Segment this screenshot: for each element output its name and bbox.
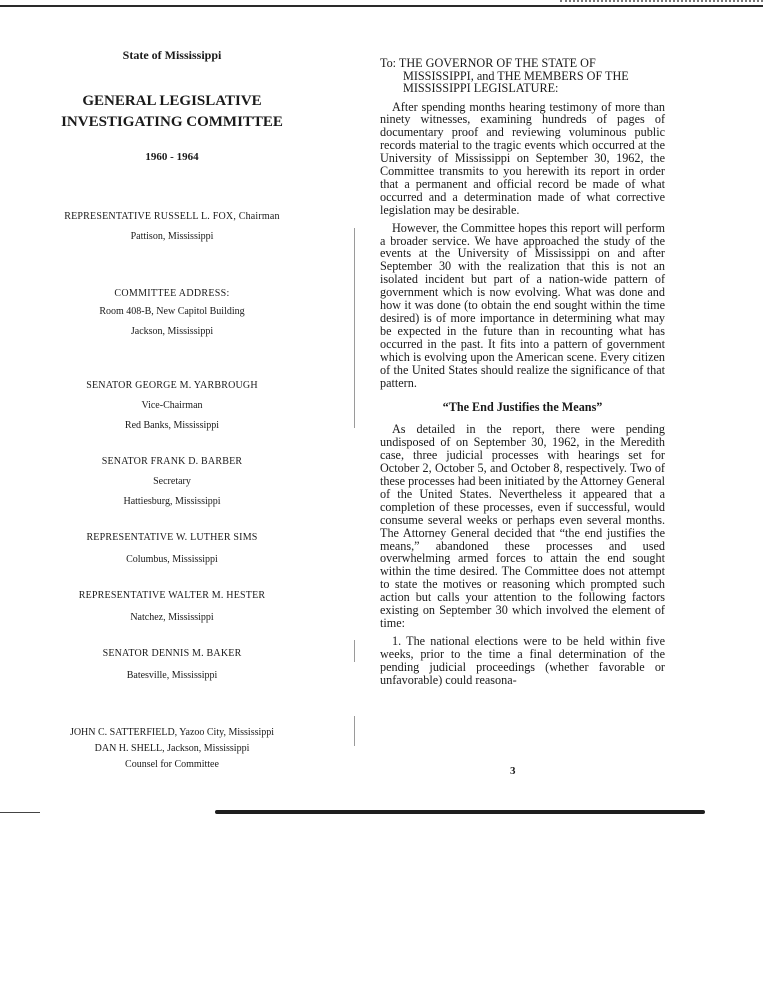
- paragraph: As detailed in the report, there were pending undisposed of on September 30, 1962, in the Meredith case, three judicial processes with hearings set for October 2, October 5, and October 8, respectively. Two of these processes had been initiated by the Attorney General of the United States. Nevertheless it appeared that a completion of these processes, even if successful, would consume several weeks or perhaps even several months. The Attorney General decided that “the end justifies the means,” abandoned these processes and used overwhelming armed forces to attain the end sought within the time desired. The Committee does not attempt to state the motives or reasoning which prompted such action but calls your attention to the following factors existing on September 30 which involved the element of time:: [380, 422, 665, 630]
- scan-edge-bottom-left: [0, 812, 40, 813]
- paragraph: However, the Committee hopes this report will perform a broader service. We have approached the study of the events at the University of Mississippi on and after September 30 with the realization that this is not an isolated incident but part of a nation-wide pattern of government which is now evolving. What was done and how it was done (to obtain the end sought within the time desired) is of more importance in determining what may be expected in the future than in recounting what has occurred in the past. It fits into a pattern of government which is evolving upon the American scene. Every citizen of the United States should realize the significance of that pattern.: [380, 220, 665, 390]
- chairman-place: Pattison, Mississippi: [130, 231, 214, 242]
- member-block: [40, 589, 304, 625]
- gutter-mark: [354, 228, 355, 428]
- section-heading: “The End Justifies the Means”: [442, 400, 603, 415]
- chairman-name: REPRESENTATIVE RUSSELL L. FOX, Chairman: [64, 211, 280, 222]
- counsel-line3: Counsel for Committee: [125, 759, 219, 770]
- committee-title-line2: INVESTIGATING COMMITTEE: [61, 114, 283, 130]
- member-name: SENATOR FRANK D. BARBER: [101, 456, 243, 467]
- chairman-block: [40, 210, 304, 244]
- member-block: [40, 647, 304, 683]
- gutter-mark: [354, 640, 355, 662]
- paragraph: 1. The national elections were to be held within five weeks, prior to the time a final determination of the pending judicial proceedings (whether favorable or unfavorable) could reasona-: [380, 633, 665, 687]
- member-block: [40, 455, 304, 509]
- member-place: Hattiesburg, Mississippi: [123, 496, 221, 507]
- paragraph: After spending months hearing testimony of more than ninety witnesses, examining hundreds of pages of documentary proof and reviewing voluminous public records material to the tragic events which occurred at the University of Mississippi on September 30, 1962, the Committee transmits to you herewith its report in order that a permanent and official record be made of what occurred and a determination made of what corrective legislation may be desirable.: [380, 99, 665, 217]
- address-line2: Jackson, Mississippi: [130, 326, 214, 337]
- member-name: REPRESENTATIVE WALTER M. HESTER: [78, 590, 266, 601]
- scan-edge-bottom: [215, 810, 705, 814]
- state-heading: State of Mississippi: [122, 48, 222, 62]
- address-block: [40, 288, 304, 339]
- member-place: Batesville, Mississippi: [126, 670, 218, 681]
- address-heading: COMMITTEE ADDRESS:: [114, 288, 230, 299]
- counsel-block: [40, 725, 304, 773]
- member-place: Red Banks, Mississippi: [124, 420, 220, 431]
- committee-years: 1960 - 1964: [145, 151, 199, 163]
- scan-edge-top: [0, 5, 763, 7]
- member-role: Vice-Chairman: [141, 400, 203, 411]
- counsel-line1: JOHN C. SATTERFIELD, Yazoo City, Mississippi: [69, 727, 275, 738]
- report-letter: [380, 57, 665, 691]
- member-place: Natchez, Mississippi: [130, 612, 214, 623]
- committee-title-line1: GENERAL LEGISLATIVE: [82, 93, 262, 109]
- member-place: Columbus, Mississippi: [126, 554, 218, 565]
- member-role: Secretary: [153, 476, 191, 487]
- member-block: [40, 379, 304, 433]
- scan-edge-top-dotted: [560, 0, 763, 5]
- address-line1: Room 408-B, New Capitol Building: [99, 306, 245, 317]
- page-number: 3: [510, 765, 516, 777]
- gutter-mark: [354, 716, 355, 746]
- member-name: SENATOR DENNIS M. BAKER: [102, 648, 242, 659]
- committee-roster: [40, 48, 304, 773]
- committee-title: [40, 91, 304, 133]
- member-name: SENATOR GEORGE M. YARBROUGH: [86, 380, 258, 391]
- counsel-line2: DAN H. SHELL, Jackson, Mississippi: [94, 743, 250, 754]
- letter-address: To: THE GOVERNOR OF THE STATE OF MISSISSIPPI, and THE MEMBERS OF THE MISSISSIPPI LEGISLATURE:: [380, 56, 629, 95]
- member-block: [40, 531, 304, 567]
- member-name: REPRESENTATIVE W. LUTHER SIMS: [86, 532, 258, 543]
